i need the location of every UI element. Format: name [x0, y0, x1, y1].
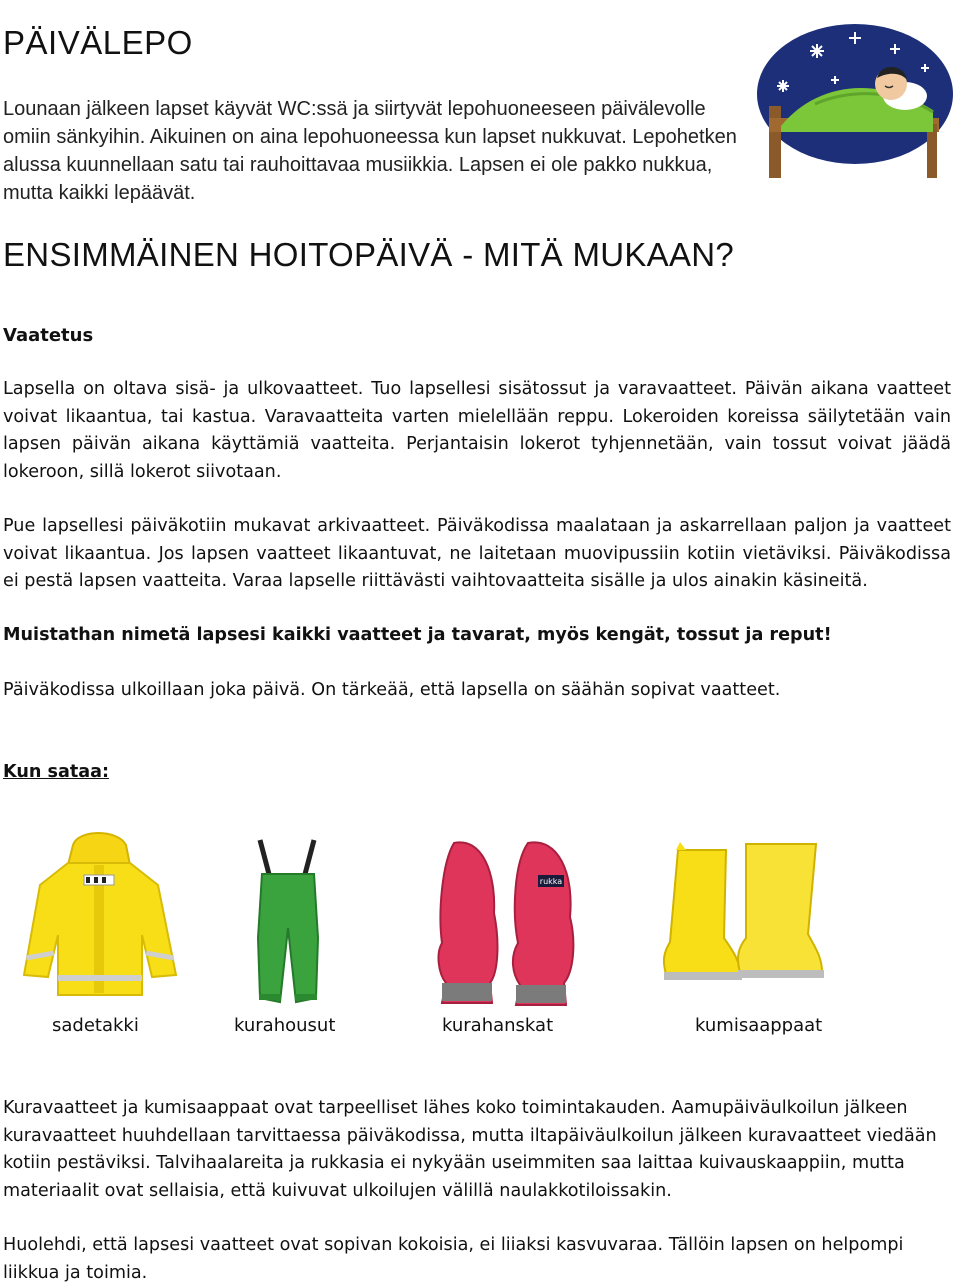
page-title: PÄIVÄLEPO — [3, 24, 193, 61]
rubber-boots-icon — [656, 842, 826, 992]
size-paragraph: Huolehdi, että lapsesi vaatteet ovat sopivan kokoisia, ei liiaksi kasvuvaraa. Tällöin lapsen on helpompi liikkua ja toimia. — [3, 1235, 904, 1283]
caption-rain-mittens: kurahanskat — [442, 1015, 554, 1036]
sleeping-child-icon — [755, 14, 955, 184]
raincoat-icon — [18, 825, 180, 1005]
intro-paragraph: Lounaan jälkeen lapset käyvät WC:ssä ja siirtyvät lepohuoneeseen päivälevolle omiin sänkyihin. Aikuinen on aina lepohuoneessa kun lapset nukkuvat. Lepohetken alussa kuunnellaan satu tai rauhoittavaa musiikkia. Lapsen ei ole pakko nukkua, mutta kaikki lepäävät. — [3, 98, 737, 204]
caption-rubber-boots: kumisaappaat — [695, 1015, 823, 1036]
clothing-paragraph-2: Pue lapsellesi päiväkotiin mukavat arkivaatteet. Päiväkodissa maalataan ja askarrellaan paljon ja vaatteet voivat likaantua. Jos lapsen vaatteet likaantuvat, ne laitetaan muovipussiin kotiin vietäviksi. Päiväkodissa ei pestä lapsen vaatteita. Varaa lapselle riittävästi vaihtovaatteita sisälle ja ulos ainakin käsineitä. — [3, 516, 951, 591]
clothing-paragraph-1: Lapsella on oltava sisä- ja ulkovaatteet. Tuo lapsellesi sisätossut ja varavaatteet. Päivän aikana vaatteet voivat likaantua, tai kastua. Varavaatteita varten mielellään reppu. Lokeroiden koreissa säilytetään vain lapsen päivän aikana käyttämiä vaatteita. Perjantaisin lokerot tyhjennetään, vain tossut voivat jäädä lokeroon, sillä lokerot siivotaan. — [3, 379, 951, 482]
rain-mittens-icon — [432, 833, 582, 1011]
caption-rain-pants: kurahousut — [234, 1015, 336, 1036]
section-heading-clothing: Vaatetus — [3, 325, 94, 346]
section-title-first-day: ENSIMMÄINEN HOITOPÄIVÄ - MITÄ MUKAAN? — [3, 236, 735, 273]
mitten-brand-label: rukka — [539, 877, 563, 886]
caption-raincoat: sadetakki — [52, 1015, 139, 1036]
outdoor-paragraph: Päiväkodissa ulkoillaan joka päivä. On tärkeää, että lapsella on säähän sopivat vaatteet. — [3, 680, 781, 700]
rain-pants-icon — [248, 838, 328, 1010]
rain-gear-paragraph: Kuravaatteet ja kumisaappaat ovat tarpeelliset lähes koko toimintakauden. Aamupäiväulkoilun jälkeen kuravaatteet huuhdellaan tarvittaessa päiväkodissa, mutta iltapäiväulkoilun jälkeen kuravaatteet viedään kotiin pestäviksi. Talvihaalareita ja rukkasia ei nykyään useimmiten saa laittaa kuivauskaappiin, mutta materiaalit ovat sellaisia, että kuivuvat ulkoilujen välillä naulakkotiloissakin. — [3, 1098, 937, 1201]
label-reminder: Muistathan nimetä lapsesi kaikki vaatteet ja tavarat, myös kengät, tossut ja reput! — [3, 625, 832, 645]
section-heading-rain: Kun sataa: — [3, 762, 110, 782]
